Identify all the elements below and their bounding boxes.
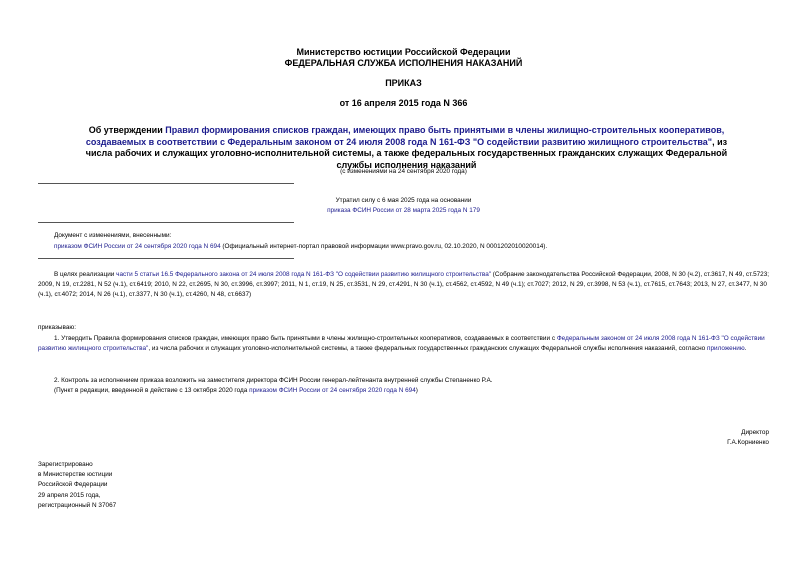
registration-line: в Министерстве юстиции xyxy=(38,471,113,479)
void-order-link[interactable]: приказа ФСИН России от 28 марта 2025 года N 179 xyxy=(327,207,480,214)
signature-name: Г.А.Корниенко xyxy=(727,439,769,446)
registration-line: Российской Федерации xyxy=(38,481,108,489)
changes-line xyxy=(54,242,547,252)
item-1-middle: , из числа рабочих и служащих уголовно-исполнительной системы, а также федеральных государственных гражданских служащих Федеральной службы исполнения наказаний, согласно xyxy=(148,345,708,353)
order-word: приказываю: xyxy=(38,324,76,331)
title-prefix: Об утверждении xyxy=(88,125,166,135)
void-note-link-wrap xyxy=(0,206,807,216)
changes-order-link[interactable]: приказом ФСИН России от 24 сентября 2020 года N 694 xyxy=(54,243,221,250)
document-title xyxy=(78,125,735,171)
divider xyxy=(38,222,294,223)
item-2-note-link[interactable]: приказом ФСИН России от 24 сентября 2020 года N 694 xyxy=(249,387,416,394)
changes-source: (Официальный интернет-портал правовой информации www.pravo.gov.ru, 02.10.2020, N 0001202010020014). xyxy=(220,243,548,250)
preamble-law-link[interactable]: части 5 статьи 16.5 Федерального закона от 24 июля 2008 года N 161-ФЗ "О содействии развитию жилищного строительства" xyxy=(116,271,492,278)
divider xyxy=(38,183,294,184)
amended-note: (с изменениями на 24 сентября 2020 года) xyxy=(340,168,467,175)
item-1-suffix: . xyxy=(744,345,747,353)
signature-position: Директор xyxy=(741,429,769,436)
service-name: ФЕДЕРАЛЬНАЯ СЛУЖБА ИСПОЛНЕНИЯ НАКАЗАНИЙ xyxy=(284,58,523,68)
ministry-name: Министерство юстиции Российской Федерации xyxy=(296,47,511,57)
registration-line: Зарегистрировано xyxy=(38,461,93,468)
item-1-paragraph xyxy=(38,334,773,354)
item-2-paragraph: 2. Контроль за исполнением приказа возложить на заместителя директора ФСИН России генерал-лейтенанта внутренней службы Степаненко Р.А. xyxy=(54,377,493,384)
registration-line: регистрационный N 37067 xyxy=(38,501,117,509)
title-suffix: , из числа рабочих и служащих уголовно-исполнительной системы, а также федеральных государственных гражданских служащих Федеральной службы исполнения наказаний xyxy=(85,136,728,170)
preamble-prefix: В целях реализации xyxy=(54,271,117,278)
changes-label: Документ с изменениями, внесенными: xyxy=(54,232,172,239)
document-type: ПРИКАЗ xyxy=(385,78,422,88)
title-rules-link[interactable]: Правил формирования списков граждан, имеющих право быть принятыми в члены жилищно-строительных кооперативов, создаваемых в соответствии с Федеральным законом от 24 июля 2008 года N 161-ФЗ "О содействии развитию жилищного строительства" xyxy=(85,125,725,147)
preamble-paragraph xyxy=(38,270,773,301)
item-2-note-suffix: ) xyxy=(415,387,418,394)
divider xyxy=(38,258,294,259)
item-1-prefix: 1. Утвердить Правила формирования списков граждан, имеющих право быть принятыми в члены жилищно-строительных кооперативов, создаваемых в соответствии с xyxy=(54,335,557,342)
appendix-link[interactable]: приложению xyxy=(707,345,745,353)
preamble-suffix: (Собрание законодательства Российской Федерации, 2008, N 30 (ч.2), ст.3617, N 49, ст.5723; 2009, N 19, ст.2281, N 52 (ч.1), ст.6419; 2010, N 22, ст.2695, N 30, ст.3996, ст.3997; 2011, N 1, ст.19, N 25, ст.3531, N 29, ст.4291, N 30 (ч.1), ст.4562, ст.4592, N 49 (ч.1); ст.7027; 2012, N 29, ст.3998, N 53 (ч.1), ст.7615, ст.7643; 2013, N 27, ст.3477, N 30 (ч.1), ст.4072; 2014, N 26 (ч.1), ст.3377, N 30 (ч.1), ст.4260, N 48, ст.6637) xyxy=(38,271,770,299)
document-date-number: от 16 апреля 2015 года N 366 xyxy=(339,98,468,108)
registration-block xyxy=(38,460,116,511)
item-1-law-link[interactable]: Федеральным законом от 24 июля 2008 года N 161-ФЗ "О содействии развитию жилищного строительства" xyxy=(38,335,765,353)
item-2-note-prefix: (Пункт в редакции, введенной в действие с 13 октября 2020 года xyxy=(54,387,250,394)
void-note: Утратил силу с 6 мая 2025 года на основании xyxy=(335,197,472,204)
registration-line: 29 апреля 2015 года, xyxy=(38,491,101,499)
item-2-note xyxy=(54,386,418,396)
